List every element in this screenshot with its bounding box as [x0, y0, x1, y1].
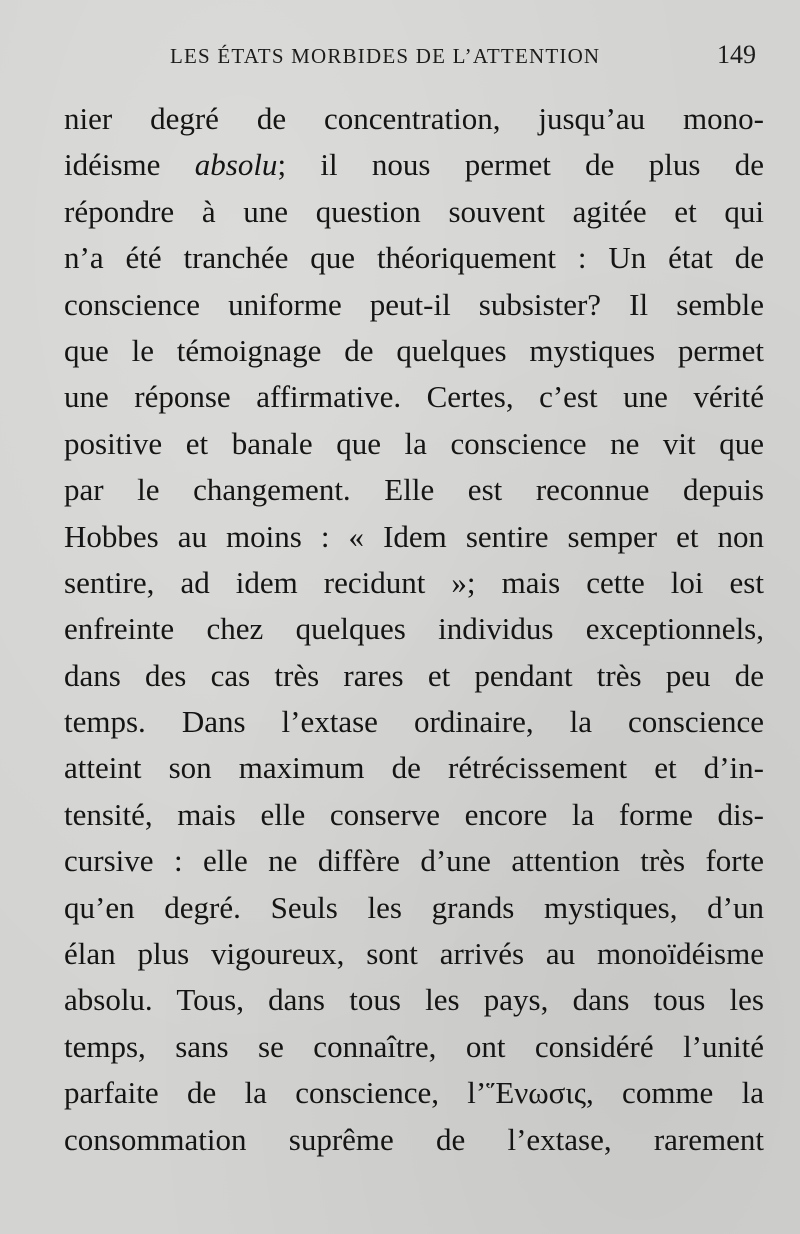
- text-line: conscience uniforme peut-il subsister? Il semble: [64, 286, 764, 322]
- text-line: sentire, ad idem recidunt »; mais cette loi est: [64, 564, 764, 600]
- text-line: temps, sans se connaître, ont considéré l’unité: [64, 1028, 764, 1064]
- text-line: par le changement. Elle est reconnue depuis: [64, 472, 764, 508]
- text-fragment: idéisme: [64, 147, 195, 183]
- page-number: 149: [717, 40, 756, 69]
- text-line: positive et banale que la conscience ne vit que: [64, 425, 764, 461]
- text-line: une réponse affirmative. Certes, c’est une vérité: [64, 379, 764, 415]
- text-line: enfreinte chez quelques individus exceptionnels,: [64, 611, 764, 647]
- body-text: [64, 96, 764, 1163]
- running-head: LES ÉTATS MORBIDES DE L’ATTENTION: [170, 44, 601, 68]
- text-fragment: ; il nous permet de plus de: [277, 147, 764, 183]
- text-line: atteint son maximum de rétrécissement et d’in-: [64, 750, 764, 786]
- text-line: nier degré de concentration, jusqu’au mono-: [64, 101, 764, 136]
- text-line: Hobbes au moins : « Idem sentire semper et non: [64, 518, 764, 554]
- text-line: parfaite de la conscience, l’Ἕνωσις, comme la: [64, 1075, 764, 1111]
- text-line: tensité, mais elle conserve encore la forme dis-: [64, 796, 764, 832]
- text-line: répondre à une question souvent agitée et qui: [64, 193, 764, 229]
- italic-word: absolu: [194, 147, 278, 183]
- text-line-with-italic: [64, 142, 764, 188]
- text-line: consommation suprême de l’extase, rarement: [64, 1121, 764, 1157]
- text-line: que le témoignage de quelques mystiques permet: [64, 332, 764, 368]
- text-line: n’a été tranchée que théoriquement : Un état de: [64, 240, 764, 276]
- text-line: dans des cas très rares et pendant très peu de: [64, 657, 764, 693]
- text-line: élan plus vigoureux, sont arrivés au monoïdéisme: [64, 936, 764, 972]
- text-line: qu’en degré. Seuls les grands mystiques, d’un: [64, 889, 764, 925]
- text-line: temps. Dans l’extase ordinaire, la conscience: [64, 704, 764, 740]
- text-line: cursive : elle ne diffère d’une attention très forte: [64, 843, 764, 879]
- text-line: absolu. Tous, dans tous les pays, dans tous les: [64, 982, 764, 1018]
